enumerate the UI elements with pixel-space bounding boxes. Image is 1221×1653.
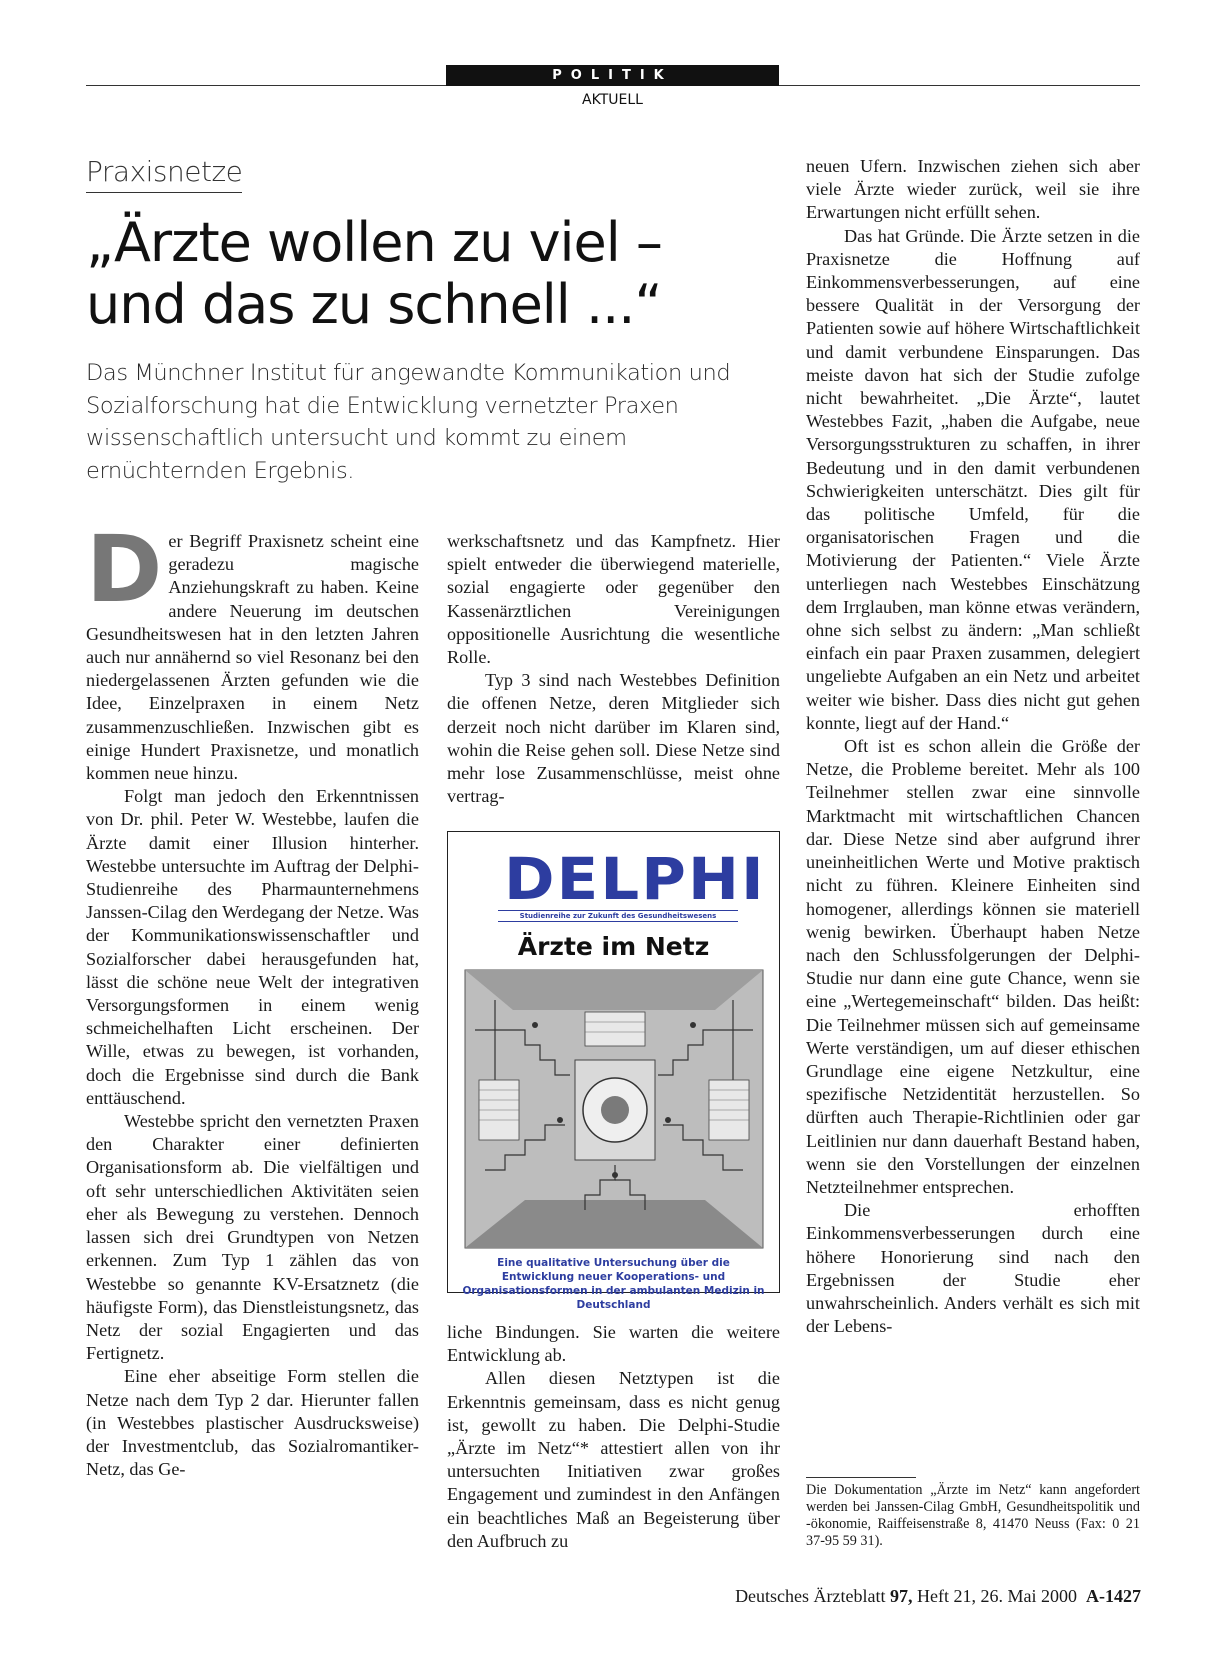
section-label: POLITIK xyxy=(446,65,779,86)
article-kicker: Praxisnetze xyxy=(86,155,242,193)
delphi-logo: DELPHI xyxy=(504,845,766,913)
journal-volume: 97, xyxy=(890,1586,913,1606)
paragraph: liche Bindungen. Sie warten die weitere Entwicklung ab. xyxy=(447,1322,780,1366)
article-lead: Das Münchner Institut für angewandte Kommunikation und Sozialforschung hat die Entwicklung vernetzter Praxen wissenschaftlich untersucht und kommt zu einem ernüchternden Ergebnis. xyxy=(86,360,731,484)
page-number: A-1427 xyxy=(1086,1586,1141,1606)
article-column-3 xyxy=(806,155,1140,1338)
paragraph xyxy=(86,516,419,785)
book-cover-image xyxy=(447,831,780,1311)
subsection-label: AKTUELL xyxy=(582,92,643,108)
headline-line-2: und das zu schnell ...“ xyxy=(86,273,662,336)
paragraph: werkschaftsnetz und das Kampfnetz. Hier spielt entweder die überwiegend materielle, sozial engagierte oder gegenüber den Kassenärztlichen Vereinigungen oppositionelle Ausrichtung die wesentliche Rolle. xyxy=(447,531,780,668)
cover-title: Ärzte im Netz xyxy=(517,932,710,961)
article-column-2 xyxy=(447,530,780,808)
paragraph: Eine eher abseitige Form stellen die Netze nach dem Typ 2 dar. Hierunter fallen (in Westebbes plastischer Ausdrucksweise) der Investmentclub, das Sozialromantiker-Netz, das Ge- xyxy=(86,1366,419,1480)
journal-issue: Heft 21, 26. Mai 2000 xyxy=(917,1586,1077,1606)
escher-stairs-illustration xyxy=(465,970,763,1248)
page-footer xyxy=(735,1586,1141,1607)
cover-series-line: Studienreihe zur Zukunft des Gesundheitswesens xyxy=(498,910,738,922)
journal-name: Deutsches Ärzteblatt xyxy=(735,1586,886,1606)
paragraph: Westebbe spricht den vernetzten Praxen den Charakter einer definierten Organisationsform ab. Die vielfältigen und oft sehr unterschiedlichen Aktivitäten seien eher als Bewegung zu verstehen. Dennoch lassen sich drei Grundtypen von Netzen erkennen. Zum Typ 1 zählen das von Westebbe so genannte KV-Ersatznetz (die häufigste Form), das Dienstleistungsnetz, das Netz der sozial Engagierten und das Fertignetz. xyxy=(86,1111,419,1364)
paragraph: Allen diesen Netztypen ist die Erkenntnis gemeinsam, dass es nicht genug ist, gewollt zu haben. Die Delphi-Studie „Ärzte im Netz“* attestiert allen von ihr untersuchten Initiativen zwar großes Engagement und zumindest in den Anfängen ein beachtliches Maß an Begeisterung über den Aufbruch zu xyxy=(447,1368,780,1551)
article-headline xyxy=(86,212,766,336)
paragraph: Oft ist es schon allein die Größe der Netze, die Probleme bereitet. Mehr als 100 Teilnehmer stellen zwar eine sinnvolle Marktmacht mit wirtschaftlichen Chancen dar. Diese Netze sind aber aufgrund ihrer uneinheitlichen Werte und Motive praktisch nicht zu führen. Kleinere Einheiten sind homogener, allerdings können sie materiell wenig bewirken. Überhaupt haben Netze nach den Schlussfolgerungen der Delphi-Studie nur dann eine gute Chance, wenn sie eine „Wertegemeinschaft“ bilden. Das heißt: Die Teilnehmer müssen sich auf gemeinsame Werte verständigen, um auf dieser ethischen Grundlage eine eigene Netzkultur, eine spezifische Netzidentität herzustellen. So dürften auch Therapie-Richtlinien oder gar Leitlinien nur dann dauerhaft Bestand haben, wenn sie den Vorstellungen der einzelnen Netzteilnehmer entsprechen. xyxy=(806,736,1140,1197)
paragraph: Die erhofften Einkommensverbesserungen durch eine höhere Honorierung sind nach den Ergebnissen der Studie eher unwahrscheinlich. Anders verhält es sich mit der Lebens- xyxy=(806,1200,1140,1337)
paragraph: Das hat Gründe. Die Ärzte setzen in die Praxisnetze die Hoffnung auf Einkommensverbesserungen, auf eine bessere Qualität in der Versorgung der Patienten sowie auf höhere Wirtschaftlichkeit und damit verbundene Einsparungen. Das meiste davon hat sich der Studie zufolge nicht bewahrheitet. „Die Ärzte“, lautet Westebbes Fazit, „haben die Aufgabe, neue Versorgungsstrukturen zu schaffen, in ihrer Bedeutung und in den damit verbundenen Schwierigkeiten unterschätzt. Dies gilt für das politische Umfeld, für die organisatorischen Fragen und die Motivierung der Patienten.“ Viele Ärzte unterliegen nach Westebbes Einschätzung dem Irrglauben, man könne etwas verändern, ohne sich selbst zu ändern: „Man schließt einfach ein paar Praxen zusammen, delegiert ungeliebte Aufgaben an ein Netz und arbeitet weiter wie bisher. Dass dies nicht gut gehen konnte, liegt auf der Hand.“ xyxy=(806,225,1140,733)
cover-caption: Eine qualitative Untersuchung über die Entwicklung neuer Kooperations- und Organisationsformen in der ambulanten Medizin in Deutschland xyxy=(462,1257,765,1311)
article-column-1 xyxy=(86,516,419,1481)
drop-cap: D xyxy=(86,516,163,623)
footnote-rule xyxy=(806,1477,916,1478)
paragraph: Folgt man jedoch den Erkenntnissen von Dr. phil. Peter W. Westebbe, laufen die Ärzte damit einer Illusion hinterher. Westebbe untersuchte im Auftrag der Delphi-Studienreihe des Pharmaunternehmens Janssen-Cilag den Werdegang der Netze. Was der Kommunikationswissenschaftler und Sozialforscher dabei herausgefunden hat, lässt die schöne neue Welt der integrativen Versorgungsformen in einem wenig schmeichelhaften Licht erscheinen. Der Wille, etwas zu bewegen, ist vorhanden, doch die Ergebnisse sind durch die Bank enttäuschend. xyxy=(86,786,419,1108)
paragraph: Typ 3 sind nach Westebbes Definition die offenen Netze, deren Mitglieder sich derzeit noch nicht darüber im Klaren sind, wohin die Reise gehen soll. Diese Netze sind mehr lose Zusammenschlüsse, meist ohne vertrag- xyxy=(447,670,780,807)
footnote: Die Dokumentation „Ärzte im Netz“ kann angefordert werden bei Janssen-Cilag GmbH, Gesundheitspolitik und -ökonomie, Raiffeisenstraße 8, 41470 Neuss (Fax: 0 21 37-95 59 31). xyxy=(806,1482,1140,1549)
headline-line-1: „Ärzte wollen zu viel – xyxy=(86,211,662,274)
paragraph-text: er Begriff Praxisnetz scheint eine geradezu magische Anziehungskraft zu haben. Keine andere Neuerung im deutschen Gesundheitswesen hat in den letzten Jahren auch nur annähernd so viel Resonanz bei den niedergelassenen Ärzten gefunden wie die Idee, Einzelpraxen in einem Netz zusammenzuschließen. Inzwischen gibt es einige Hundert Praxisnetze, und monatlich kommen neue hinzu. xyxy=(86,531,419,784)
paragraph: neuen Ufern. Inzwischen ziehen sich aber viele Ärzte wieder zurück, weil sie ihre Erwartungen nicht erfüllt sehen. xyxy=(806,156,1140,223)
article-column-2-continued xyxy=(447,1321,780,1553)
